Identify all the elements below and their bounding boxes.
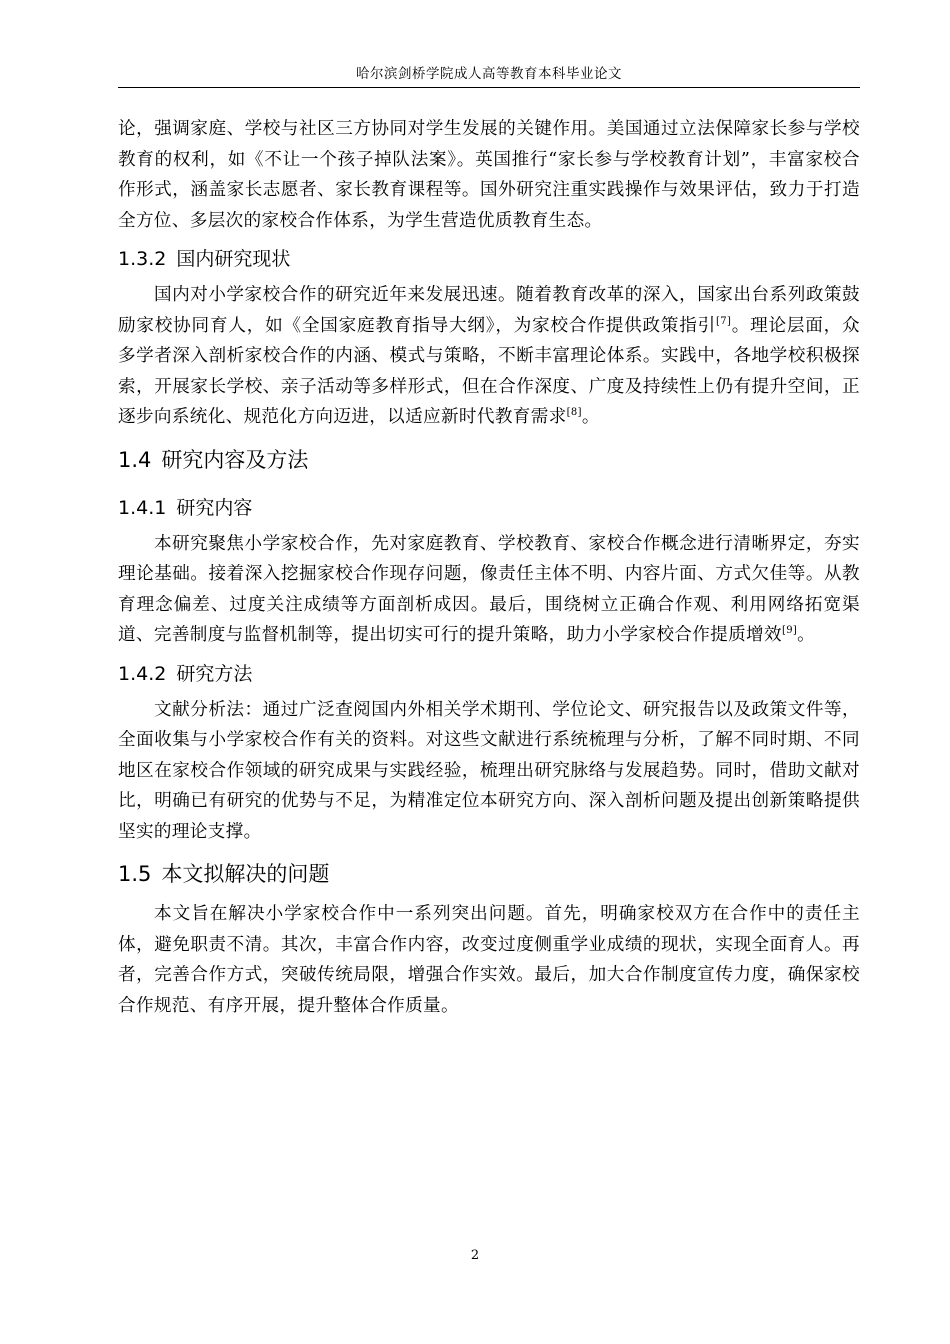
paragraph-text: 。 [581,407,600,427]
paragraph-text: 本研究聚焦小学家校合作，先对家庭教育、学校教育、家校合作概念进行清晰界定，夯实理论基础。接着深入挖掘家校合作现存问题，像责任主体不明、内容片面、方式欠佳等。从教育理念偏差、过度关注成绩等方面剖析成因。最后，围绕树立正确合作观、利用网络拓宽渠道、完善制度与监督机制等，提出切实可行的提升策略，助力小学家校合作提质增效 [118,533,860,645]
header-rule [118,87,860,88]
heading-number: 1.3.2 [118,248,167,270]
paragraph-research-method: 文献分析法：通过广泛查阅国内外相关学术期刊、学位论文、研究报告以及政策文件等，全面收集与小学家校合作有关的资料。对这些文献进行系统梳理与分析，了解不同时期、不同地区在家校合作领域的研究成果与实践经验，梳理出研究脉络与发展趋势。同时，借助文献对比，明确已有研究的优势与不足，为精准定位本研究方向、深入剖析问题及提出创新策略提供坚实的理论支撑。 [118,699,860,842]
heading-number: 1.5 [118,862,152,886]
heading-text: 研究方法 [176,662,253,685]
paragraph-domestic-research [118,280,860,433]
heading-text: 研究内容 [176,496,253,519]
paragraph-research-content [118,529,860,651]
page-body [118,114,860,1021]
heading-1-4-1 [118,485,860,529]
heading-1-4 [118,433,860,485]
citation-ref: [8] [566,407,582,418]
heading-text: 研究内容及方法 [161,447,309,472]
heading-1-5 [118,847,860,899]
heading-1-3-2 [118,236,860,280]
citation-ref: [7] [716,315,732,327]
heading-text: 国内研究现状 [176,248,291,270]
heading-text: 本文拟解决的问题 [161,862,330,886]
paragraph-problems-to-solve: 本文旨在解决小学家校合作中一系列突出问题。首先，明确家校双方在合作中的责任主体，避免职责不清。其次，丰富合作内容，改变过度侧重学业成绩的现状，实现全面育人。再者，完善合作方式，突破传统局限，增强合作实效。最后，加大合作制度宣传力度，确保家校合作规范、有序开展，提升整体合作质量。 [118,904,860,1016]
running-header: 哈尔滨剑桥学院成人高等教育本科毕业论文 [356,66,622,82]
paragraph-text: 。理论层面，众多学者深入剖析家校合作的内涵、模式与策略，不断丰富理论体系。实践中，各地学校积极探索，开展家长学校、亲子活动等多样形式，但在合作深度、广度及持续性上仍有提升空间，正逐步向系统化、规范化方向迈进，以适应新时代教育需求 [118,315,860,427]
paragraph-foreign-research: 论，强调家庭、学校与社区三方协同对学生发展的关键作用。美国通过立法保障家长参与学校教育的权利，如《不让一个孩子掉队法案》。英国推行“家长参与学校教育计划”，丰富家校合作形式，涵盖家长志愿者、家长教育课程等。国外研究注重实践操作与效果评估，致力于打造全方位、多层次的家校合作体系，为学生营造优质教育生态。 [118,119,860,231]
citation-ref: [9] [781,625,798,636]
heading-1-4-2 [118,651,860,695]
heading-number: 1.4 [118,447,152,472]
page-number: 2 [470,1248,480,1263]
heading-number: 1.4.2 [118,662,167,685]
paragraph-text: 国内对小学家校合作的研究近年来发展迅速。随着教育改革的深入，国家出台系列政策鼓励家校协同育人，如《全国家庭教育指导大纲》，为家校合作提供政策指引 [118,285,860,336]
heading-number: 1.4.1 [118,496,167,519]
paragraph-text: 。 [797,625,816,645]
